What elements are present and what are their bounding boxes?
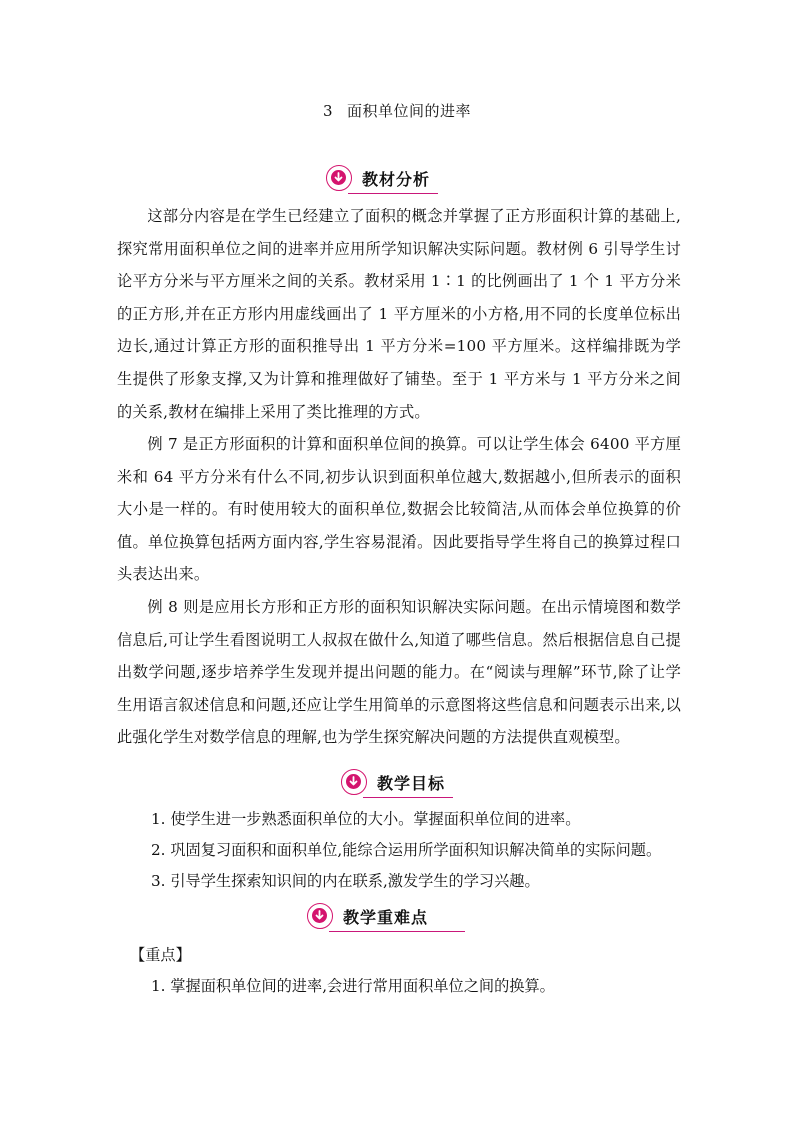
section-divider — [348, 193, 438, 194]
section-heading-analysis: 教材分析 — [362, 170, 431, 189]
objectives-list — [151, 804, 711, 897]
section-heading-key-points: 教学重难点 — [343, 908, 429, 927]
section-divider — [363, 797, 453, 798]
down-arrow-circle-icon — [307, 903, 333, 929]
list-item: 1. 使学生进一步熟悉面积单位的大小。掌握面积单位间的进率。 — [151, 810, 581, 828]
section-header-analysis — [326, 165, 438, 193]
section-header-key-points — [307, 903, 467, 931]
analysis-paragraph-3: 例 8 则是应用长方形和正方形的面积知识解决实际问题。在出示情境图和数学信息后,可让学生看图说明工人叔叔在做什么,知道了哪些信息。然后根据信息自己提出数学问题,逐步培养学生发现并提出问题的能力。在“阅读与理解”环节,除了让学生用语言叙述信息和问题,还应让学生用简单的示意图将这些信息和问题表示出来,以此强化学生对数学信息的理解,也为学生探究解决问题的方法提供直观模型。 — [117, 598, 682, 747]
list-item: 3. 引导学生探索知识间的内在联系,激发学生的学习兴趣。 — [151, 872, 540, 890]
lesson-number: 3 — [322, 102, 334, 120]
section-divider — [329, 931, 465, 932]
section-heading-objectives: 教学目标 — [377, 774, 446, 793]
lesson-title — [0, 100, 794, 121]
analysis-paragraph-2: 例 7 是正方形面积的计算和面积单位间的换算。可以让学生体会 6400 平方厘米和 64 平方分米有什么不同,初步认识到面积单位越大,数据越小,但所表示的面积大小是一样的。有时使用较大的面积单位,数据会比较简洁,从而体会单位换算的价值。单位换算包括两方面内容,学生容易混淆。因此要指导学生将自己的换算过程口头表达出来。 — [117, 435, 681, 584]
down-arrow-circle-icon — [341, 769, 367, 795]
list-item: 1. 掌握面积单位间的进率,会进行常用面积单位之间的换算。 — [151, 977, 555, 995]
key-points-subheading: 【重点】 — [130, 946, 191, 964]
list-item: 2. 巩固复习面积和面积单位,能综合运用所学面积知识解决简单的实际问题。 — [151, 841, 662, 859]
analysis-paragraph-1: 这部分内容是在学生已经建立了面积的概念并掌握了正方形面积计算的基础上,探究常用面积单位之间的进率并应用所学知识解决实际问题。教材例 6 引导学生讨论平方分米与平方厘米之间的关系。教材采用 1∶1 的比例画出了 1 个 1 平方分米的正方形,并在正方形内用虚线画出了 1 平方厘米的小方格,用不同的长度单位标出边长,通过计算正方形的面积推导出 1 平方分米=100 平方厘米。这样编排既为学生提供了形象支撑,又为计算和推理做好了铺垫。至于 1 平方米与 1 平方分米之间的关系,教材在编排上采用了类比推理的方式。 — [117, 207, 681, 421]
lesson-title-text: 面积单位间的进率 — [347, 102, 472, 120]
section-header-objectives — [341, 769, 453, 797]
down-arrow-circle-icon — [326, 165, 352, 191]
